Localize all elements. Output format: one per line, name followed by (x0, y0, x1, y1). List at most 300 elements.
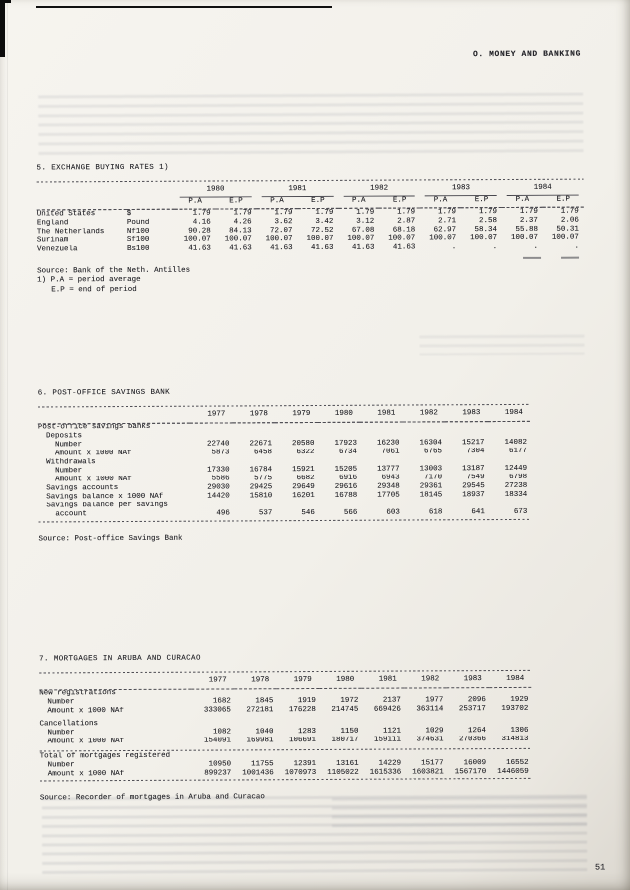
cell-value (233, 501, 276, 510)
year-header: 1978 (234, 675, 277, 688)
cell-value: 6682 (296, 474, 315, 483)
year-header: 1982 (402, 408, 445, 421)
year-header: 1983 (445, 408, 488, 421)
rate-value: 1.79 (478, 208, 497, 217)
rate-value: 41.63 (188, 244, 211, 253)
cell-value: 10950 (208, 760, 232, 769)
cell-value (317, 422, 360, 431)
row-label: Withdrawals (46, 458, 96, 467)
cell-value (276, 715, 319, 729)
subcol-header: P.A (175, 197, 216, 209)
cell-value: 1264 (467, 727, 487, 735)
bleedthrough-artifact (42, 795, 587, 878)
chapter-header: O. MONEY AND BANKING (472, 49, 581, 60)
rate-value: 90.28 (188, 227, 211, 236)
cell-value (488, 456, 531, 465)
cell-value (361, 714, 404, 728)
cell-value: 6798 (509, 473, 528, 482)
year-header (420, 183, 502, 196)
rate-value: 2.06 (560, 216, 579, 225)
cell-value: 1029 (425, 727, 444, 736)
cell-value: 5586 (211, 475, 230, 483)
cell-value: 11755 (251, 760, 274, 769)
spacer-cell (127, 198, 175, 210)
country-label: Surinam (36, 236, 69, 245)
cell-value: 17705 (377, 491, 400, 500)
cell-value: 13777 (377, 465, 400, 474)
cell-value: 16788 (334, 491, 358, 500)
year-header (502, 183, 584, 196)
rate-value: 41.63 (270, 244, 293, 253)
cell-value: 14229 (378, 759, 402, 768)
cell-value (488, 500, 531, 509)
cell-value: 29348 (377, 482, 400, 491)
cell-value: 270366 (459, 735, 487, 744)
cell-value (190, 501, 233, 510)
cell-value: 176228 (288, 705, 316, 714)
cell-value: 1603821 (412, 768, 444, 776)
cell-value (232, 422, 275, 431)
footnote: E.P = end of period (51, 285, 137, 295)
cell-value: 214745 (331, 705, 359, 714)
cell-value: 1306 (510, 726, 529, 735)
row-label: Post-office savings banks (37, 423, 151, 432)
cell-value: 22740 (206, 440, 230, 449)
row-label: Amount x 1000 NAf (47, 769, 125, 778)
cell-value (489, 687, 532, 696)
country-label: England (36, 219, 69, 228)
cell-value: 537 (258, 509, 273, 518)
row-label: Number (47, 761, 75, 770)
cell-value: 5873 (211, 448, 230, 457)
cell-value (402, 421, 445, 430)
cell-value: 673 (513, 508, 528, 517)
cell-value (487, 421, 530, 430)
cell-value: 29616 (334, 483, 358, 492)
cell-value (234, 752, 277, 761)
cell-value (233, 457, 276, 466)
cell-value: 12391 (293, 759, 317, 768)
cell-value: 6734 (339, 448, 358, 457)
scan-mark (523, 257, 541, 259)
row-label: Number (47, 698, 75, 707)
cell-value (275, 431, 318, 440)
cell-value: 16784 (249, 466, 273, 475)
cell-value (232, 431, 275, 440)
scan-edge-artifact (7, 0, 8, 890)
rate-value: . (533, 242, 539, 251)
source-note: Source: Recorder of mortgages in Aruba and Curacao (39, 793, 265, 803)
cell-value (190, 432, 233, 441)
cell-value: 618 (428, 508, 443, 517)
row-label: Amount x 1000 NAf (55, 449, 132, 458)
cell-value: 15810 (249, 492, 273, 501)
cell-value (489, 713, 532, 727)
cell-value: 29649 (292, 483, 315, 492)
rate-value: 3.42 (315, 217, 334, 226)
cell-value (445, 430, 488, 439)
cell-value: 253717 (458, 704, 486, 713)
rate-value: 1.79 (356, 208, 375, 217)
rate-value: 55.88 (515, 225, 538, 234)
cell-value: 1446059 (497, 767, 529, 776)
cell-value: 363114 (416, 705, 444, 714)
rate-value: 41.63 (351, 243, 375, 252)
cell-value (276, 688, 319, 697)
rate-value: 62.97 (433, 225, 457, 234)
row-label: Number (54, 440, 83, 450)
subcol-header: E.P (543, 195, 584, 207)
year-label: 1984 (507, 185, 579, 196)
spacer-cell (38, 410, 190, 424)
subcol-header: E.P (297, 197, 338, 209)
rate-value: 4.16 (192, 218, 211, 227)
bleedthrough-artifact (419, 335, 584, 356)
cell-value: 2137 (382, 696, 401, 705)
cell-value: 1105022 (327, 768, 359, 777)
scan-edge-artifact (0, 0, 5, 57)
rate-value: 100.07 (265, 235, 293, 244)
horizontal-rule (40, 778, 532, 782)
cell-value (445, 500, 488, 509)
cell-value (192, 752, 235, 761)
rate-value: 3.62 (274, 218, 293, 227)
cell-value: 27238 (504, 482, 528, 491)
cell-value: 546 (301, 509, 315, 518)
year-label: 1980 (180, 186, 252, 197)
rate-value: 50.31 (556, 225, 579, 234)
cell-value: 16552 (506, 758, 529, 767)
year-header (256, 184, 338, 197)
cell-value: 496 (216, 509, 230, 518)
rate-value: 100.07 (510, 234, 539, 243)
cell-value (234, 715, 277, 729)
scan-edge-artifact (36, 6, 332, 8)
year-header: 1977 (190, 409, 233, 422)
cell-value: 180717 (331, 736, 359, 745)
cell-value: 2096 (467, 696, 486, 705)
rate-value: . (492, 243, 498, 252)
row-label: Amount x 1000 NAf (55, 475, 132, 484)
rate-value: 67.08 (351, 226, 375, 235)
horizontal-rule (39, 670, 531, 674)
rate-value: 100.07 (306, 235, 334, 244)
cell-value: 5775 (254, 474, 273, 483)
cell-value: 13187 (462, 465, 485, 473)
cell-value: 7304 (466, 447, 485, 456)
subcol-header: E.P (379, 196, 420, 208)
spacer-cell (127, 185, 175, 198)
cell-value: 7170 (424, 473, 443, 482)
cell-value (234, 688, 277, 697)
cell-value (318, 457, 361, 466)
horizontal-rule (37, 179, 584, 183)
savings-table (38, 408, 531, 520)
country-label: The Netherlands (36, 227, 105, 237)
year-header: 1980 (319, 675, 362, 688)
rate-value: 2.71 (438, 217, 457, 226)
cell-value: 29361 (419, 482, 443, 491)
rate-value: 1.79 (519, 208, 538, 217)
cell-value: 1001436 (242, 768, 274, 777)
year-header (175, 184, 257, 197)
rate-value: . (451, 243, 457, 252)
cell-value (360, 500, 403, 509)
spacer-cell (39, 676, 191, 690)
rate-value: 100.07 (224, 235, 252, 244)
cell-value: 106691 (289, 736, 317, 745)
row-label: Cancellations (39, 720, 98, 729)
row-label: Amount x 1000 NAf (47, 706, 124, 716)
rate-value: 2.58 (478, 217, 498, 226)
cell-value (404, 751, 447, 760)
year-label: 1981 (261, 186, 333, 197)
cell-value: 1929 (510, 696, 529, 704)
rate-value: 72.52 (310, 226, 334, 235)
cell-value: 899237 (204, 769, 232, 778)
cell-value: 15177 (421, 759, 444, 768)
cell-value (446, 714, 489, 728)
cell-value: 6322 (296, 448, 315, 457)
cell-value (190, 458, 233, 467)
cell-value: 1283 (297, 727, 317, 736)
cell-value: 7549 (466, 473, 485, 482)
subcol-header: P.A (420, 196, 461, 208)
rate-value: 2.87 (397, 217, 416, 226)
year-header: 1984 (489, 674, 532, 687)
cell-value: 15205 (334, 465, 358, 474)
cell-value (404, 687, 447, 696)
year-header: 1977 (191, 675, 234, 688)
cell-value: 22671 (249, 440, 273, 449)
cell-value: 15217 (461, 438, 485, 447)
cell-value (277, 751, 320, 760)
cell-value: 1121 (382, 727, 402, 736)
cell-value (489, 750, 532, 759)
cell-value: 1150 (340, 727, 359, 736)
cell-value: 14082 (504, 438, 528, 447)
cell-value: 6943 (381, 474, 400, 483)
cell-value: 14420 (207, 492, 230, 501)
mortgage-row (40, 768, 532, 779)
cell-value (447, 750, 490, 759)
year-header: 1978 (232, 409, 275, 422)
exchange-rates-table (37, 183, 584, 255)
rate-value: 100.07 (429, 234, 457, 243)
cell-value: 1682 (212, 697, 231, 706)
rate-value: 1.79 (233, 209, 252, 218)
subcol-header: P.A (256, 197, 297, 209)
year-header: 1981 (360, 409, 403, 422)
cell-value: 6177 (508, 447, 528, 456)
rate-value: 41.63 (311, 244, 334, 252)
cell-value: 29545 (462, 482, 485, 491)
rate-value: 1.79 (192, 209, 211, 218)
rate-value: 1.79 (397, 208, 416, 217)
country-label: United States (36, 210, 96, 219)
cell-value: 13161 (336, 759, 359, 768)
row-label: Deposits (45, 432, 82, 441)
cell-value: 18937 (462, 491, 485, 500)
cell-value: 18334 (504, 490, 528, 499)
cell-value: 29425 (249, 483, 273, 492)
cell-value (191, 688, 234, 697)
cell-value: 1845 (255, 697, 274, 706)
scan-edge-artifact (0, 0, 11, 3)
row-label: Savings balance x 1000 NAf (46, 492, 164, 502)
year-header: 1981 (361, 675, 404, 688)
cell-value (319, 714, 362, 728)
cell-value (317, 431, 360, 440)
currency-unit: Pound (126, 218, 150, 227)
currency-unit: Sf100 (126, 236, 150, 245)
cell-value: 6765 (424, 447, 443, 456)
section-mortgages (39, 653, 532, 803)
cell-value: 6458 (254, 448, 273, 457)
spacer-cell (37, 185, 127, 198)
year-label: 1983 (425, 185, 497, 196)
cell-value: 12449 (504, 464, 528, 473)
horizontal-rule (38, 519, 530, 523)
cell-value: 193702 (501, 704, 529, 713)
subcol-header: P.A (338, 197, 379, 209)
subcol-header: E.P (461, 196, 502, 208)
row-label: Amount x 1000 NAf (47, 737, 125, 746)
section-title: 5. EXCHANGE BUYING RATES 1) (36, 163, 169, 173)
cell-value: 1615336 (369, 768, 402, 777)
cell-value: 1040 (255, 728, 274, 737)
cell-value: 15921 (292, 465, 315, 474)
cell-value: 17330 (207, 466, 230, 475)
cell-value: 374631 (416, 735, 444, 744)
row-label: Number (47, 729, 75, 738)
currency-unit: Nf100 (126, 227, 150, 236)
year-header: 1983 (446, 674, 489, 687)
rate-value: 41.63 (392, 243, 416, 252)
cell-value (362, 751, 405, 760)
rate-value: 1.79 (560, 207, 579, 216)
cell-value: 16009 (463, 759, 487, 768)
exchange-rate-row (37, 243, 584, 255)
year-label: 1982 (343, 185, 415, 196)
bleedthrough-artifact (38, 93, 583, 160)
cell-value (403, 457, 446, 466)
cell-value: 20580 (291, 439, 315, 448)
rate-value: 100.07 (183, 235, 211, 244)
horizontal-rule (38, 404, 530, 408)
rate-value: 84.13 (229, 227, 252, 236)
cell-value (319, 751, 362, 760)
footnote: 1) P.A = period average (37, 276, 141, 285)
cell-value: 13003 (419, 465, 443, 474)
cell-value: 314813 (501, 735, 529, 744)
cell-value (445, 456, 488, 465)
row-label: New registrations (39, 689, 116, 698)
cell-value (361, 688, 404, 697)
rate-value: 1.79 (315, 209, 334, 218)
rate-value: 72.07 (270, 226, 293, 235)
page-number: 51 (594, 862, 606, 873)
rate-value: 4.26 (233, 218, 252, 227)
year-header (338, 183, 420, 196)
cell-value: 1082 (212, 728, 232, 737)
currency-unit: $ (126, 210, 132, 219)
source-note: Source: Post-office Savings Bank (38, 534, 183, 544)
rate-value: 100.07 (388, 234, 416, 243)
currency-unit: Bs100 (126, 244, 150, 253)
year-header: 1979 (275, 409, 318, 422)
year-header: 1982 (404, 674, 447, 687)
cell-value: 1977 (425, 696, 444, 705)
section-post-office-savings (38, 387, 531, 544)
rate-value: 58.34 (474, 225, 498, 234)
section-exchange-rates (37, 162, 585, 295)
cell-value: 159111 (374, 736, 402, 745)
cell-value (360, 431, 403, 440)
bleedthrough-artifact (332, 797, 587, 832)
section-title: 7. MORTGAGES IN ARUBA AND CURACAO (39, 654, 201, 664)
cell-value (275, 457, 318, 466)
rate-value: 68.18 (392, 226, 416, 235)
cell-value (319, 688, 362, 697)
cell-value: 641 (471, 508, 485, 517)
row-label: account (55, 510, 87, 519)
cell-value: 1567170 (454, 767, 487, 776)
rate-value: 100.07 (551, 234, 579, 243)
subcol-header: E.P (216, 197, 257, 209)
cell-value: 603 (386, 508, 400, 517)
cell-value: 7061 (381, 448, 400, 457)
cell-value: 1070973 (284, 768, 317, 777)
cell-value (404, 714, 447, 728)
rate-value: 100.07 (347, 235, 375, 244)
year-header: 1984 (487, 408, 530, 421)
scan-mark (561, 257, 579, 259)
cell-value: 16304 (419, 439, 443, 448)
cell-value (487, 430, 530, 439)
cell-value (360, 422, 403, 431)
mortgages-table (39, 674, 532, 779)
cell-value: 29030 (207, 483, 230, 492)
cell-value (446, 687, 489, 696)
cell-value: 6916 (339, 474, 358, 483)
cell-value (190, 422, 233, 431)
cell-value (191, 715, 234, 729)
rate-value: 2.37 (519, 216, 538, 225)
cell-value: 18145 (419, 491, 443, 500)
row-label: Number (55, 466, 83, 476)
cell-value (445, 421, 488, 430)
rate-value: 1.79 (274, 209, 293, 218)
row-label: Savings accounts (46, 484, 119, 493)
cell-value (360, 457, 403, 466)
cell-value: 16201 (292, 491, 315, 500)
cell-value: 272181 (246, 706, 274, 715)
cell-value: 566 (343, 509, 358, 518)
country-label: Venezuela (36, 245, 78, 254)
cell-value: 333065 (203, 706, 231, 715)
cell-value (275, 422, 318, 431)
source-note: Source: Bank of the Neth. Antilles (37, 266, 191, 276)
cell-value (403, 500, 446, 509)
spacer-cell (37, 198, 127, 210)
cell-value (275, 501, 318, 510)
cell-value: 1972 (340, 696, 359, 705)
cell-value: 669426 (373, 705, 401, 714)
rate-value: 3.12 (356, 217, 375, 226)
cell-value: 17923 (334, 439, 358, 448)
cell-value (318, 500, 361, 509)
